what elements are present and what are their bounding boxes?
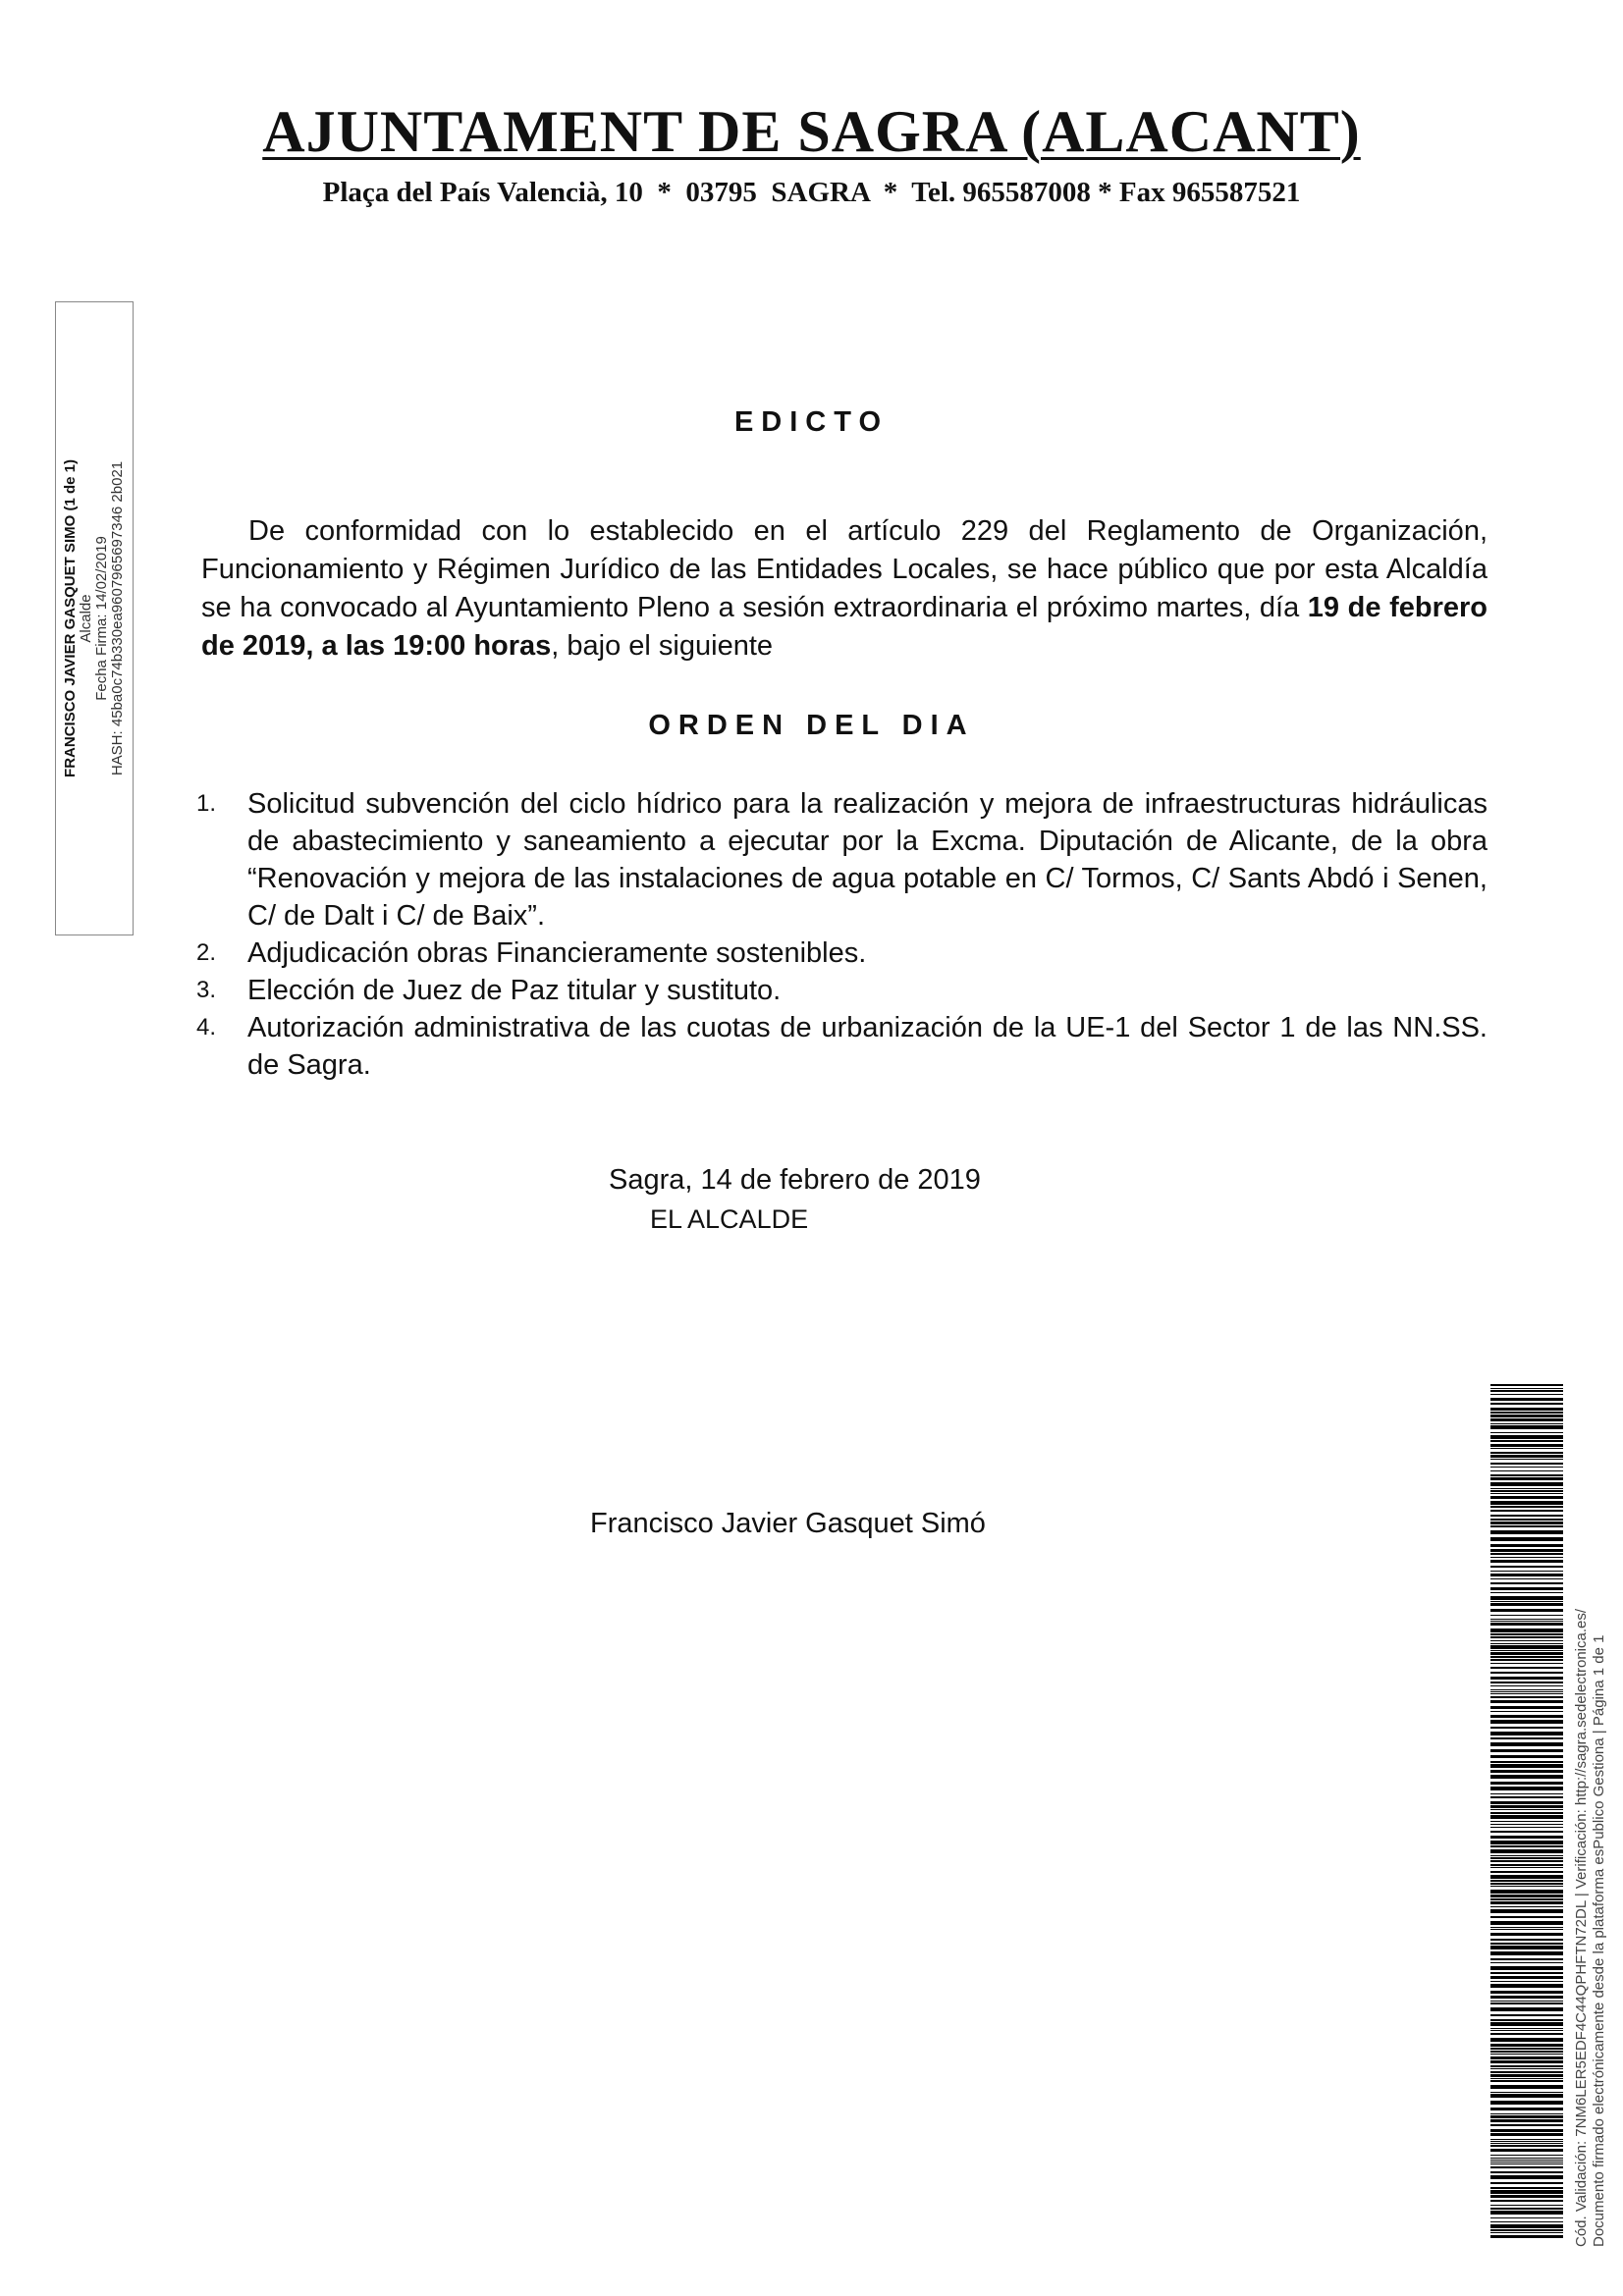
validation-barcode [1490, 1384, 1563, 2238]
signature-role: Alcalde [78, 594, 94, 643]
session-date-time: 19 de febrero de 2019, a las 19:00 horas [201, 592, 1488, 662]
agenda-item-number: 4. [196, 1014, 217, 1041]
document-heading: EDICTO [733, 406, 890, 438]
signer-title: EL ALCALDE [650, 1204, 809, 1234]
edict-body-text: De conformidad con lo establecido en el artículo 229 del Reglamento de Organización, Funcionamiento y Régimen Jurídico de las Entidades Locales, se hace público que por esta Alcaldía se ha convocado al Ayuntamiento Pleno a sesión extraordinaria el próximo martes, día [201, 515, 1488, 623]
agenda-item-text: Solicitud subvención del ciclo hídrico para la realización y mejora de infraestructuras hidráulicas de abastecimiento y saneamiento a ejecutar por la Excma. Diputación de Alicante, de la obra “Renovación y mejora de las instalaciones de agua potable en C/ Tormos, C/ Sants Abdó i Senen, C/ de Dalt i C/ de Baix”. [247, 788, 1488, 932]
signature-details [63, 304, 126, 933]
council-address: Plaça del País Valencià, 10 * 03795 SAGRA * Tel. 965587008 * Fax 965587521 [322, 177, 1301, 208]
agenda-item [196, 785, 1488, 934]
agenda-item-text: Autorización administrativa de las cuotas de urbanización de la UE-1 del Sector 1 de las NN.SS. de Sagra. [247, 1012, 1488, 1081]
agenda-item-text: Adjudicación obras Financieramente sostenibles. [247, 937, 867, 969]
agenda-item [196, 972, 1488, 1009]
validation-code: Cód. Validación: 7NM6LER5EDF4C44QPHFTN72DL | Verificación: http://sagra.sedelectronica.es/ [1573, 1608, 1590, 2247]
signature-name: FRANCISCO JAVIER GASQUET SIMO (1 de 1) [62, 459, 79, 777]
validation-footer [1573, 1383, 1608, 2247]
signature-date: Fecha Firma: 14/02/2019 [93, 536, 110, 701]
edict-body-end: , bajo el siguiente [551, 630, 774, 662]
agenda-list [196, 785, 1488, 1084]
validation-platform: Documento firmado electrónicamente desde la plataforma esPublico Gestiona | Página 1 de 1 [1591, 1634, 1607, 2247]
agenda-item [196, 934, 1488, 972]
agenda-item [196, 1009, 1488, 1084]
agenda-item-number: 1. [196, 790, 217, 817]
edict-body [201, 512, 1488, 666]
agenda-item-number: 3. [196, 977, 217, 1003]
page-title: AJUNTAMENT DE SAGRA (ALACANT) [262, 99, 1361, 164]
signature-hash: HASH: 45ba0c74b330ea9607965697346 2b021 [109, 460, 126, 776]
barcode-bar [1490, 2235, 1563, 2238]
place-date: Sagra, 14 de febrero de 2019 [609, 1164, 981, 1196]
agenda-item-text: Elección de Juez de Paz titular y sustituto. [247, 975, 782, 1006]
signer-name: Francisco Javier Gasquet Simó [590, 1508, 986, 1539]
agenda-item-number: 2. [196, 939, 217, 966]
agenda-heading: ORDEN DEL DIA [648, 710, 975, 741]
